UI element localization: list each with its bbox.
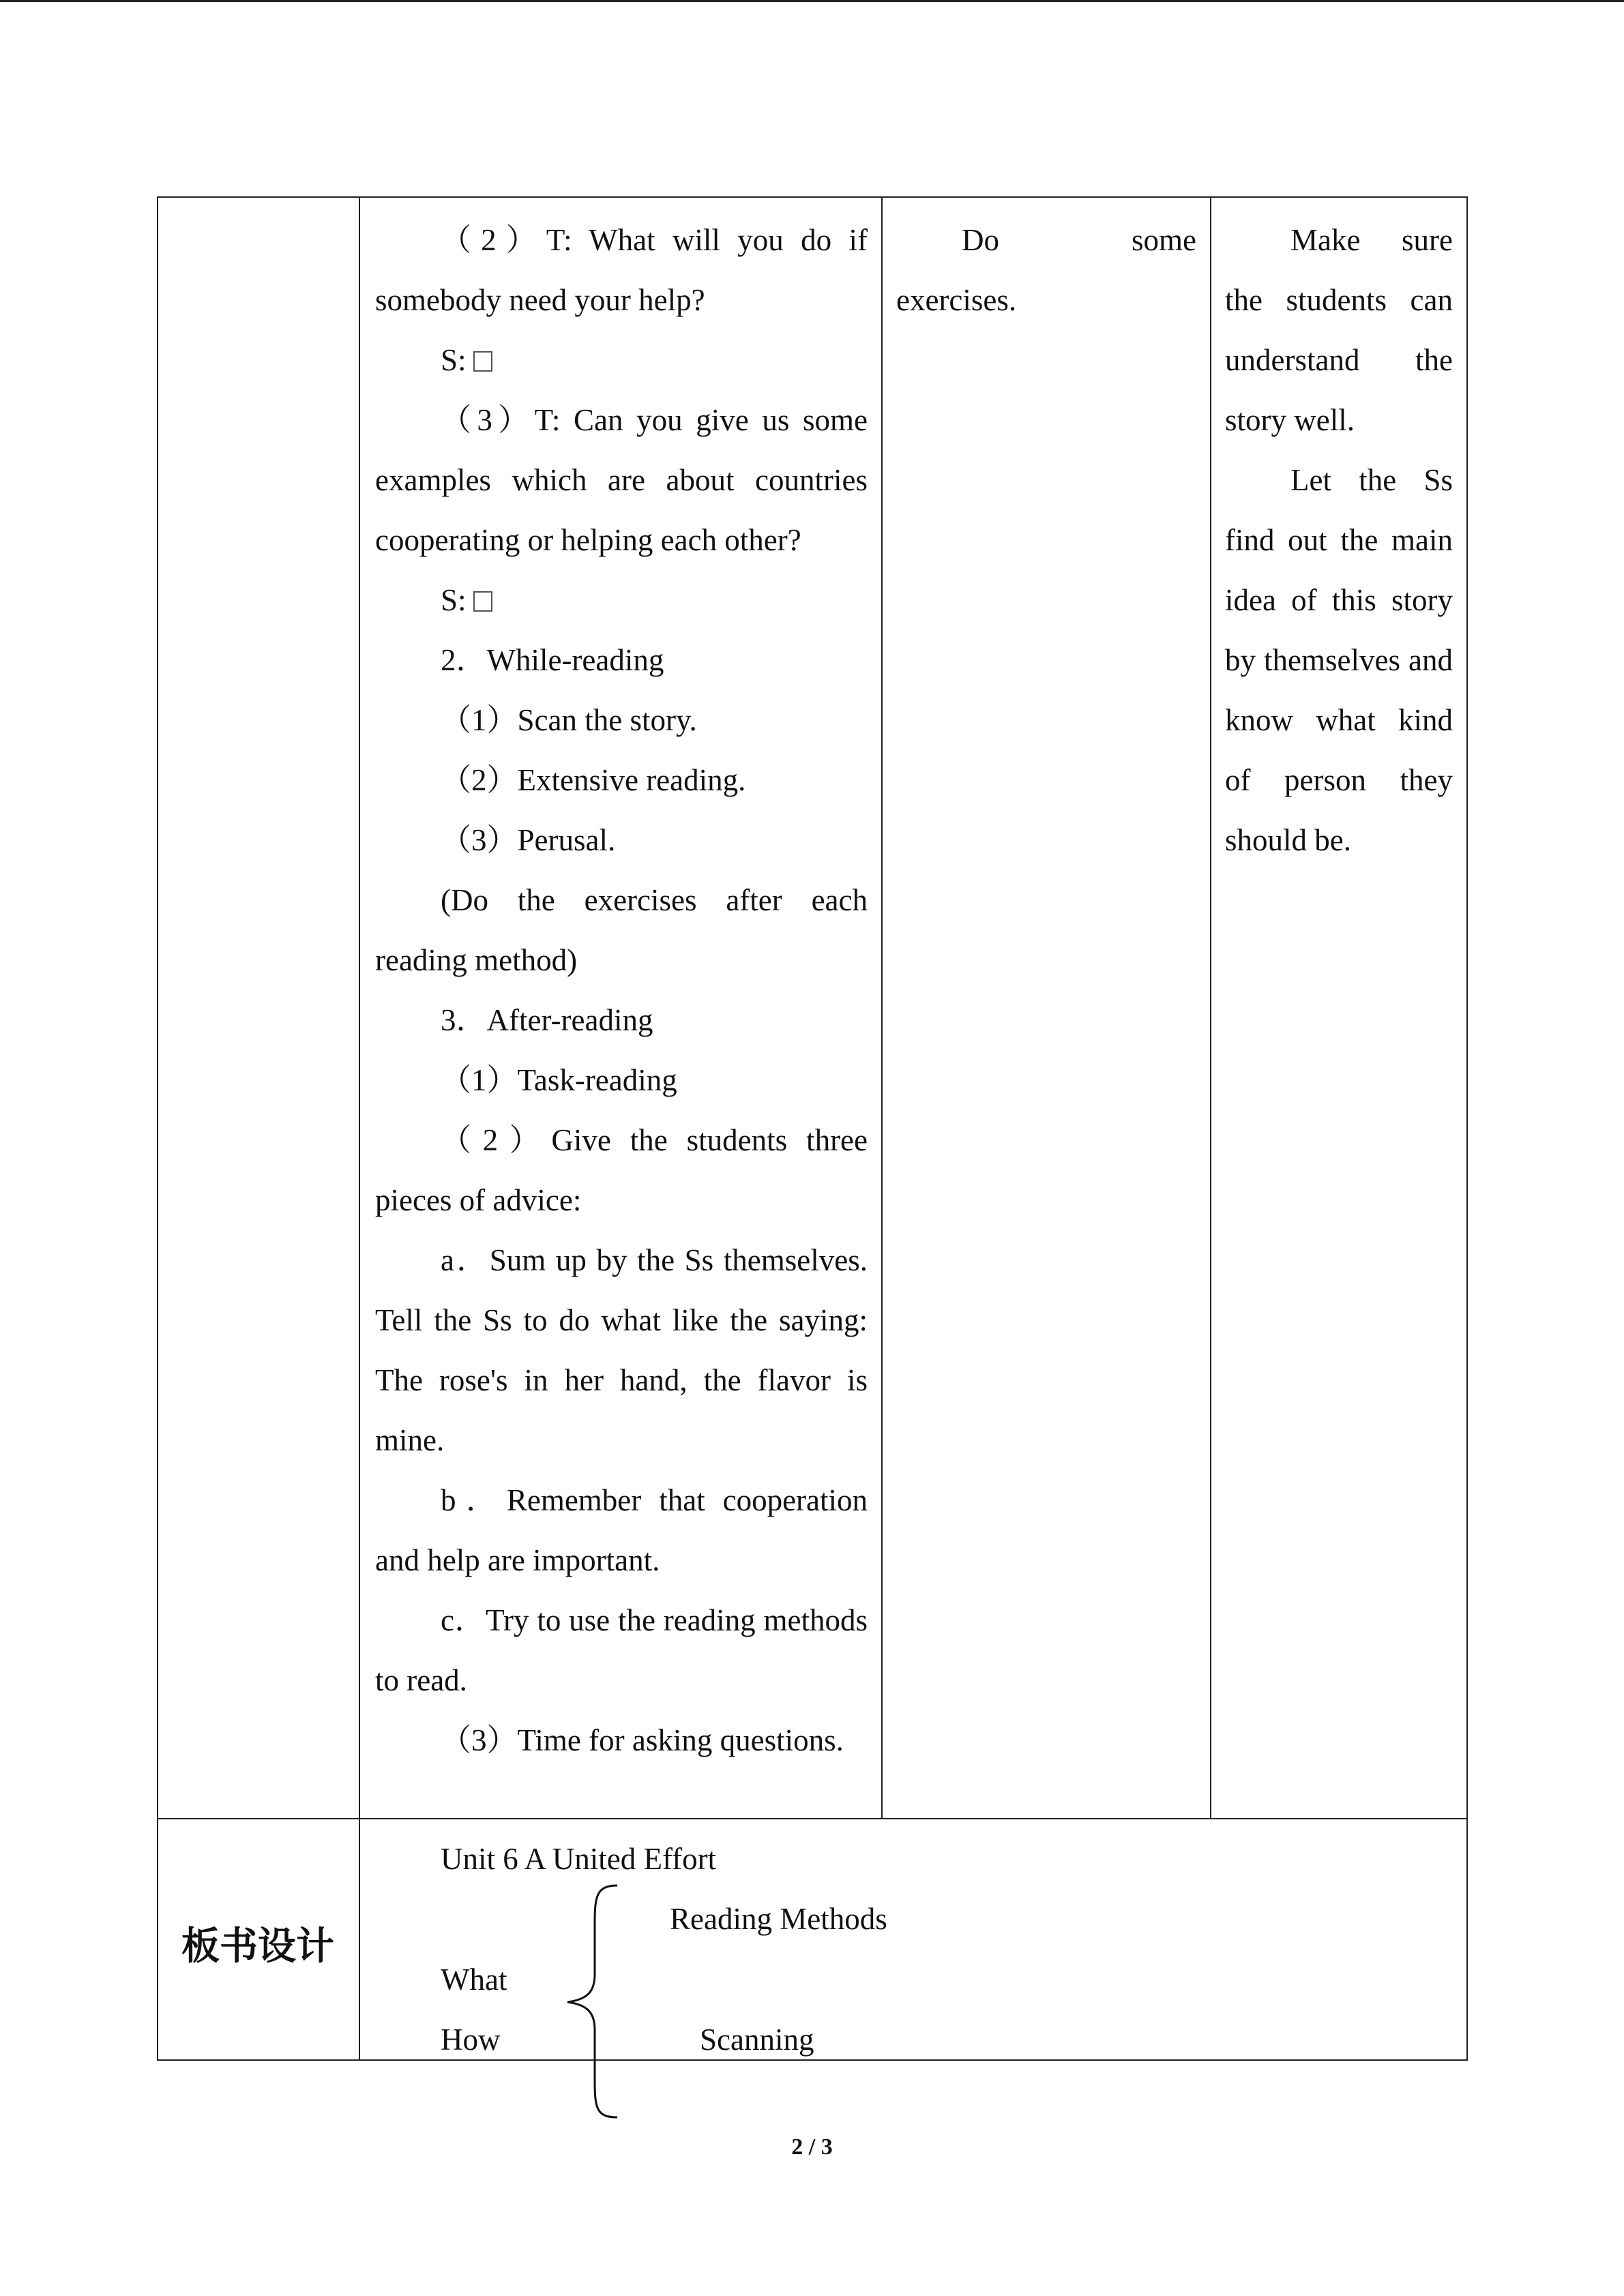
blank-box-icon — [473, 351, 492, 372]
asking-questions-step: （3）Time for asking questions. — [441, 1723, 844, 1757]
perusal-step: （3）Perusal. — [441, 823, 616, 857]
extensive-step: （2）Extensive reading. — [441, 763, 746, 797]
student-activity-text: Do some exercises. — [896, 223, 1196, 317]
board-title: Unit 6 A United Effort — [441, 1842, 717, 1876]
column-divider-2 — [881, 196, 883, 1819]
column-divider-3 — [1210, 196, 1211, 1819]
after-reading-heading: 3．After-reading — [441, 1003, 653, 1037]
student-activity-cell — [896, 210, 1196, 330]
intent-1: Make sure the students can understand the story well. — [1225, 223, 1453, 437]
intent-2: Let the Ss find out the main idea of this story by themselves and know what kind of person they should be. — [1225, 463, 1453, 857]
question-3: （3）T: Can you give us some examples which are about countries cooperating or helping each other? — [375, 403, 868, 557]
student-answer-2: S: — [375, 570, 868, 630]
while-reading-heading: 2．While-reading — [441, 643, 664, 677]
design-intent-cell — [1225, 210, 1453, 870]
scan-step: （1）Scan the story. — [441, 703, 697, 737]
what-label: What — [441, 1963, 507, 1997]
exercise-note: (Do the exercises after each reading method) — [375, 883, 868, 977]
advice-intro: （2）Give the students three pieces of advice: — [375, 1123, 868, 1217]
curly-brace-icon — [559, 1882, 621, 2121]
board-design-label: 板书设计 — [181, 1924, 334, 1969]
column-divider-1 — [359, 196, 360, 2061]
row-divider — [157, 1818, 1468, 1819]
page-number: 2 / 3 — [791, 2134, 833, 2160]
page-top-border — [0, 0, 1624, 2]
advice-b: b．Remember that cooperation and help are important. — [375, 1483, 868, 1577]
how-label: How — [441, 2023, 501, 2057]
advice-a: a．Sum up by the Ss themselves. Tell the Ss to do what like the saying: The rose's in her hand, the flavor is mine. — [375, 1243, 868, 1457]
scanning-label: Scanning — [700, 2023, 814, 2057]
advice-c: c．Try to use the reading methods to read. — [375, 1603, 868, 1697]
branch-header: Reading Methods — [670, 1902, 887, 1936]
task-reading-step: （1）Task-reading — [441, 1063, 677, 1097]
procedure-cell — [375, 210, 868, 1770]
blank-box-icon — [473, 591, 492, 612]
student-answer-1: S: — [375, 330, 868, 390]
question-2: （2）T: What will you do if somebody need your help? — [375, 223, 868, 317]
